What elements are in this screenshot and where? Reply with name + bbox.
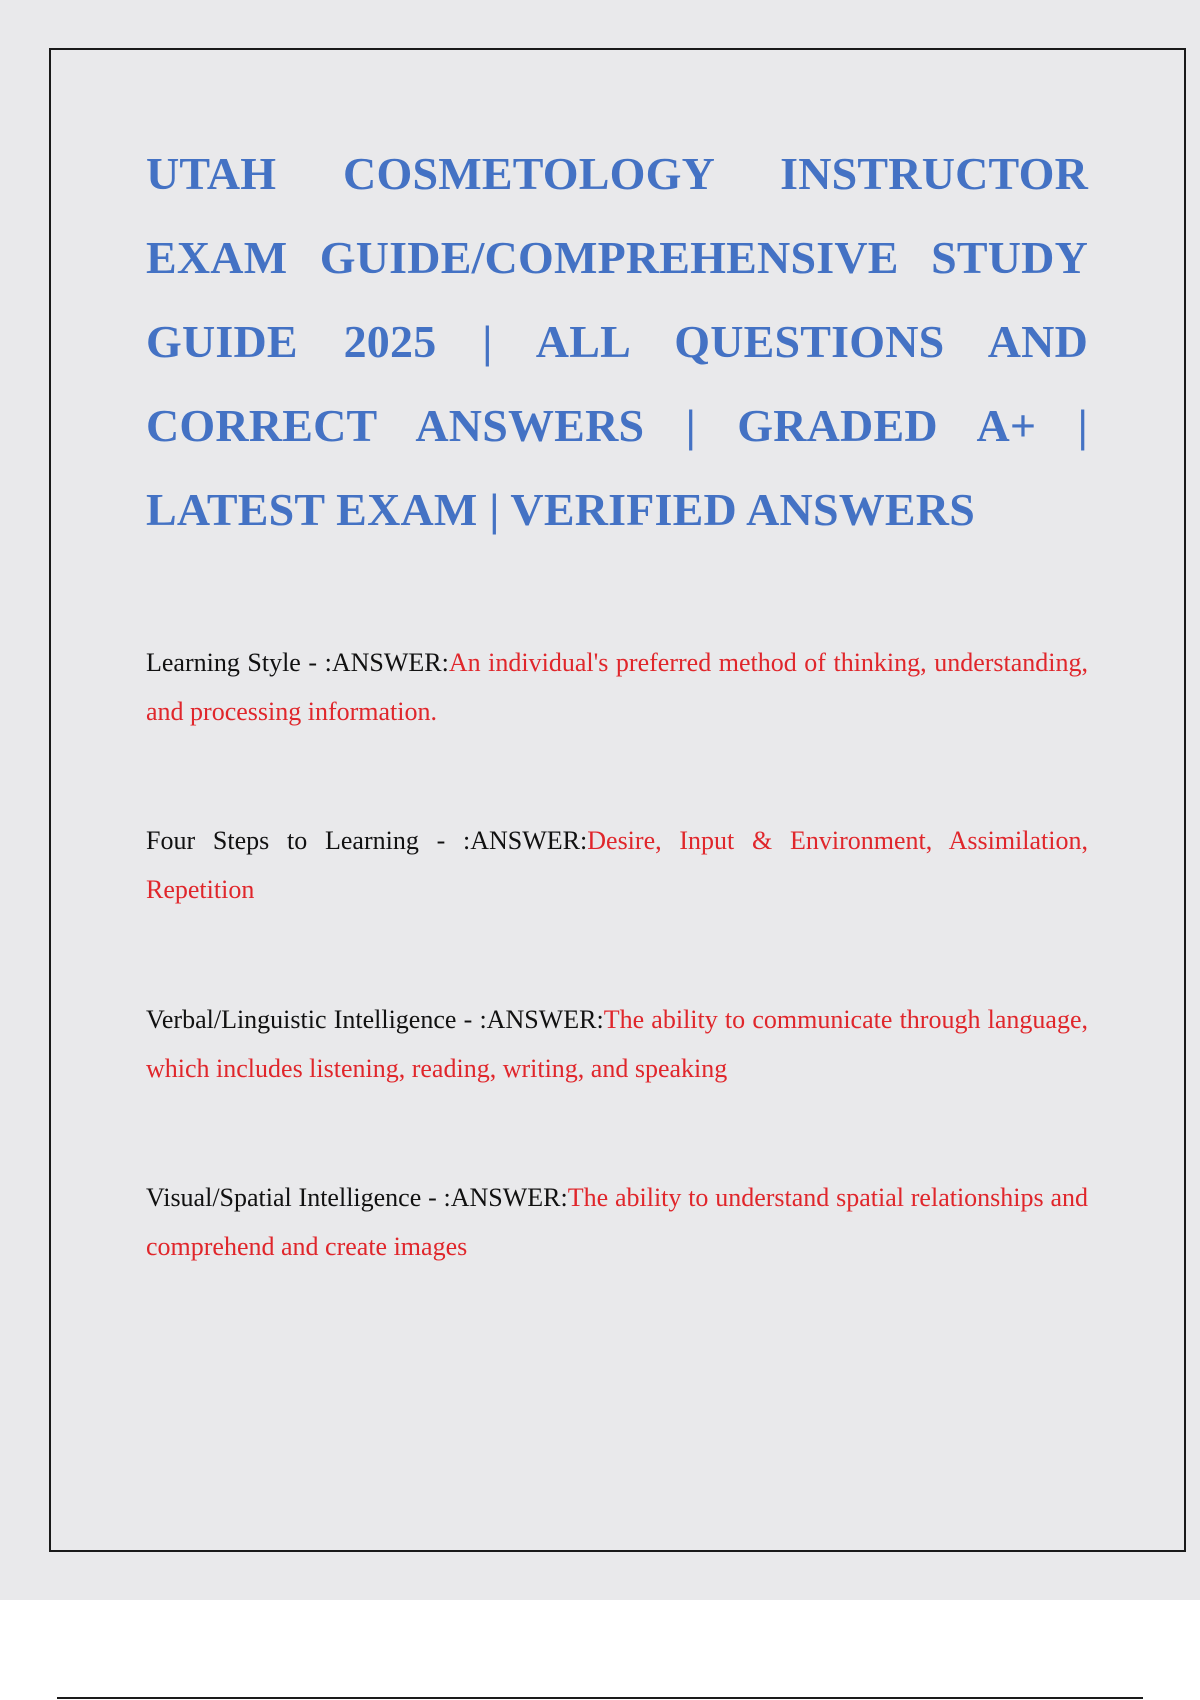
qa-term: Visual/Spatial Intelligence - :ANSWER:	[146, 1183, 568, 1212]
qa-term: Verbal/Linguistic Intelligence - :ANSWER:	[146, 1005, 604, 1034]
qa-entry-verbal-linguistic	[146, 995, 1088, 1093]
next-page-top-rule	[57, 1697, 1143, 1699]
qa-term: Four Steps to Learning - :ANSWER:	[146, 826, 588, 855]
qa-answer: The ability to understand spatial relationships and comprehend and create images	[146, 1183, 1088, 1261]
qa-answer: Desire, Input & Environment, Assimilation, Repetition	[146, 826, 1088, 904]
qa-answer: The ability to communicate through language, which includes listening, reading, writing, and speaking	[146, 1005, 1088, 1083]
qa-entry-visual-spatial	[146, 1173, 1088, 1271]
qa-term: Learning Style - :ANSWER:	[146, 648, 449, 677]
qa-entry-four-steps	[146, 816, 1088, 914]
qa-answer: An individual's preferred method of thinking, understanding, and processing information.	[146, 648, 1088, 726]
document-title: UTAH COSMETOLOGY INSTRUCTOR EXAM GUIDE/COMPREHENSIVE STUDY GUIDE 2025 | ALL QUESTIONS AND CORRECT ANSWERS | GRADED A+ | LATEST EXAM | VERIFIED ANSWERS	[146, 148, 1088, 535]
qa-entry-learning-style	[146, 638, 1088, 736]
